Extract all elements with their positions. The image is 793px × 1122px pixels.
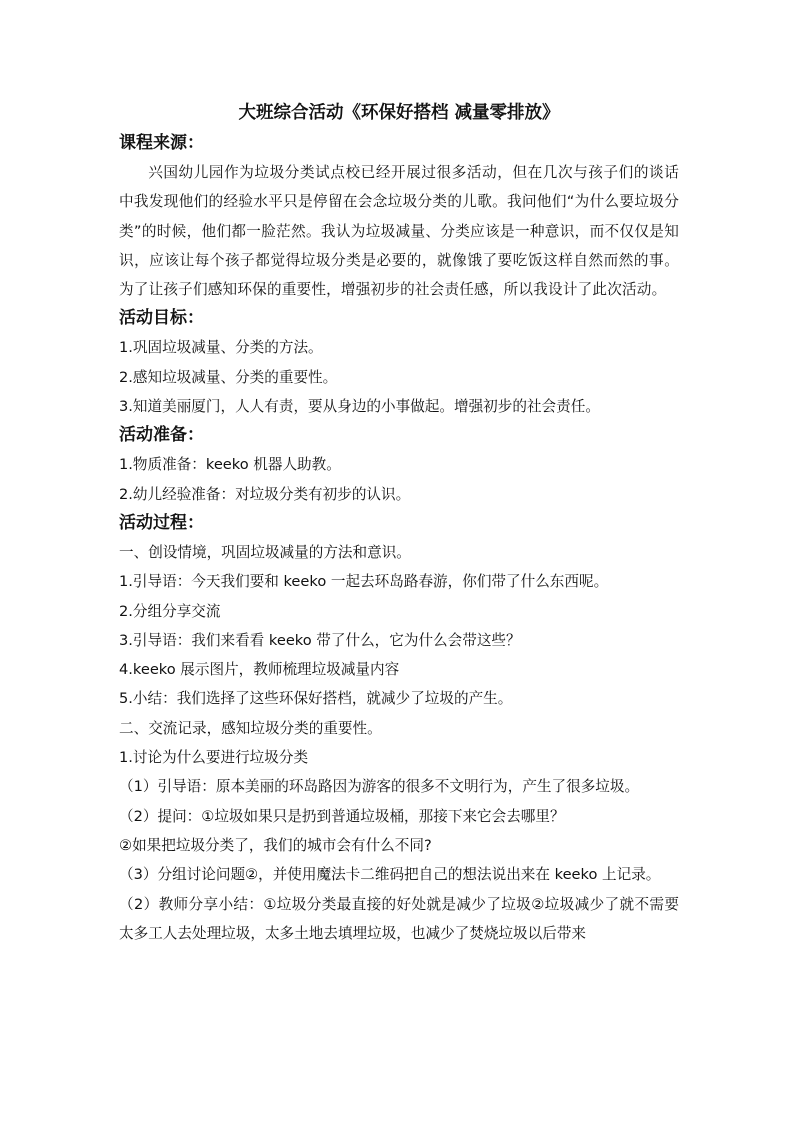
process-line: 5.小结：我们选择了这些环保好搭档，就减少了垃圾的产生。 — [119, 690, 513, 708]
process-line: 一、创设情境，巩固垃圾减量的方法和意识。 — [119, 543, 411, 561]
process-line: 2.分组分享交流 — [119, 602, 221, 620]
process-line: 二、交流记录，感知垃圾分类的重要性。 — [119, 719, 382, 737]
process-line: 3.引导语：我们来看看 keeko 带了什么，它为什么会带这些？ — [119, 631, 521, 649]
document-title: 大班综合活动《环保好搭档 减量零排放》 — [238, 103, 560, 123]
process-paragraph: （3）分组讨论问题②，并使用魔法卡二维码把自己的想法说出来在 keeko 上记录。 — [119, 866, 661, 884]
process-line: 1.讨论为什么要进行垃圾分类 — [119, 749, 309, 767]
goal-item: 3.知道美丽厦门，人人有责，要从身边的小事做起。增强初步的社会责任。 — [119, 398, 600, 416]
prep-item: 2.幼儿经验准备：对垃圾分类有初步的认识。 — [119, 485, 411, 503]
section-heading-goals: 活动目标： — [119, 308, 204, 329]
section-heading-source: 课程来源： — [119, 133, 204, 153]
process-line: （1）引导语：原本美丽的环岛路因为游客的很多不文明行为，产生了很多垃圾。 — [119, 778, 640, 796]
section-heading-process: 活动过程： — [119, 512, 204, 533]
prep-item: 1.物质准备：keeko 机器人助教。 — [119, 456, 341, 474]
section-heading-prep: 活动准备： — [119, 425, 204, 446]
source-paragraph: 兴国幼儿园作为垃圾分类试点校已经开展过很多活动，但在几次与孩子们的谈话中我发现他们的经验水平只是停留在会念垃圾分类的儿歌。我问他们“为什么要垃圾分类”的时候，他们都一脸茫然。我认为垃圾减量、分类应该是一种意识，而不仅仅是知识，应该让每个孩子都觉得垃圾分类是必要的，就像饿了要吃饭这样自然而然的事。为了让孩子们感知环保的重要性，增强初步的社会责任感，所以我设计了此次活动。 — [119, 164, 679, 299]
process-line: ②如果把垃圾分类了，我们的城市会有什么不同? — [119, 836, 432, 854]
process-line: （2）提问：①垃圾如果只是扔到普通垃圾桶，那接下来它会去哪里？ — [119, 807, 565, 825]
document-body — [119, 100, 679, 948]
process-paragraph: （2）教师分享小结：①垃圾分类最直接的好处就是减少了垃圾②垃圾减少了就不需要太多工人去处理垃圾，太多土地去填埋垃圾，也减少了焚烧垃圾以后带来 — [119, 895, 679, 942]
goal-item: 1.巩固垃圾减量、分类的方法。 — [119, 339, 323, 357]
process-line: 4.keeko 展示图片，教师梳理垃圾减量内容 — [119, 661, 400, 679]
process-line: 1.引导语：今天我们要和 keeko 一起去环岛路春游，你们带了什么东西呢。 — [119, 573, 609, 591]
goal-item: 2.感知垃圾减量、分类的重要性。 — [119, 368, 338, 386]
